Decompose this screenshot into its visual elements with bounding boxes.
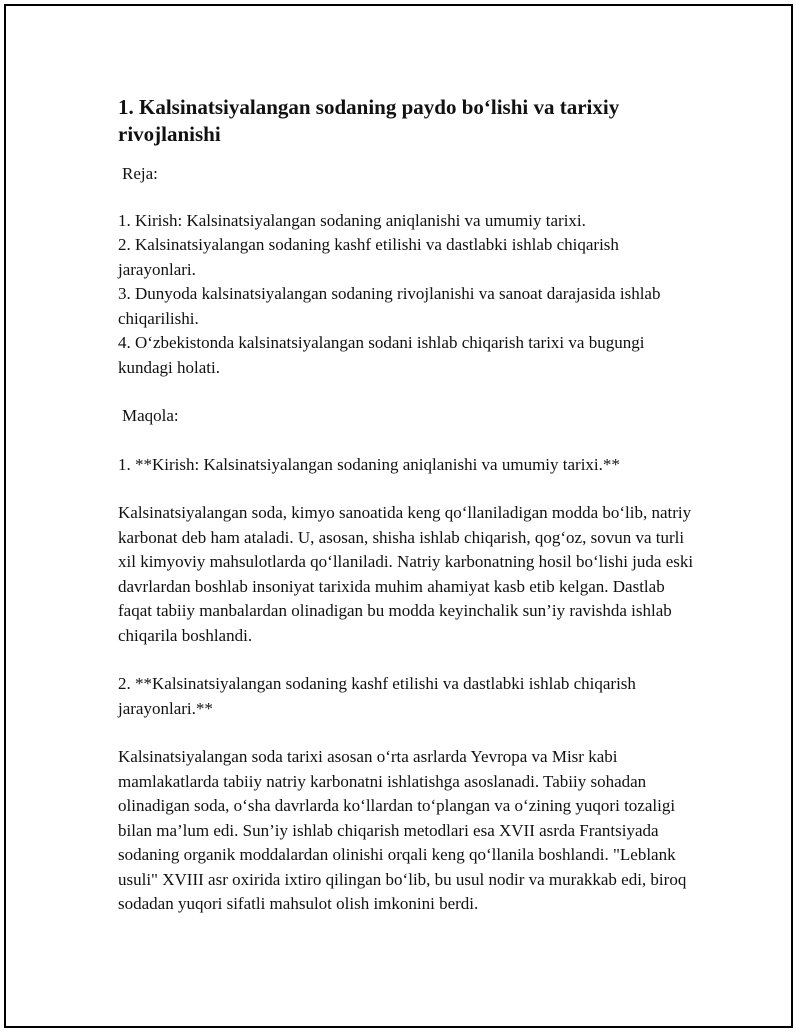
document-body [118, 94, 698, 917]
section-1-paragraph: Kalsinatsiyalangan soda, kimyo sanoatida keng qo‘llaniladigan modda bo‘lib, natriy karbonat deb ham ataladi. U, asosan, shisha ishlab chiqarish, qog‘oz, sovun va turli xil kimyoviy mahsulotlarda qo‘llaniladi. Natriy karbonatning hosil bo‘lishi juda eski davrlardan boshlab insoniyat tarixida muhim ahamiyat kasb etib kelgan. Dastlab faqat tabiiy manbalardan olinadigan bu modda keyinchalik sun’iy ravishda ishlab chiqarila boshlandi. [118, 503, 694, 645]
section-1-heading: 1. **Kirish: Kalsinatsiyalangan sodaning aniqlanishi va umumiy tarixi.** [118, 454, 620, 474]
plan-item: 2. Kalsinatsiyalangan sodaning kashf etilishi va dastlabki ishlab chiqarish jarayonlari. [118, 235, 619, 279]
section-2-paragraph: Kalsinatsiyalangan soda tarixi asosan o‘rta asrlarda Yevropa va Misr kabi mamlakatlarda tabiiy natriy karbonatni ishlatishga asoslanadi. Tabiiy sohadan olinadigan soda, o‘sha davrlarda ko‘llardan to‘plangan va o‘zining yuqori tozaligi bilan ma’lum edi. Sun’iy ishlab chiqarish metodlari esa XVII asrda Frantsiyada sodaning organik moddalardan olinishi orqali keng qo‘llanila boshlandi. "Leblank usuli" XVIII asr oxirida ixtiro qilingan bo‘lib, bu usul nodir va murakkab edi, biroq sodadan yuqori sifatli mahsulot olish imkonini berdi. [118, 747, 687, 913]
plan-label: Reja: [122, 164, 158, 183]
plan-list [118, 209, 698, 381]
plan-item: 1. Kirish: Kalsinatsiyalangan sodaning aniqlanishi va umumiy tarixi. [118, 210, 586, 230]
section-2-heading: 2. **Kalsinatsiyalangan sodaning kashf etilishi va dastlabki ishlab chiqarish jarayonlari.** [118, 674, 636, 718]
document-title: 1. Kalsinatsiyalangan sodaning paydo bo‘lishi va tarixiy rivojlanishi [118, 95, 620, 146]
article-label: Maqola: [122, 406, 179, 425]
plan-item: 4. O‘zbekistonda kalsinatsiyalangan sodani ishlab chiqarish tarixi va bugungi kundagi holati. [118, 333, 645, 377]
plan-item: 3. Dunyoda kalsinatsiyalangan sodaning rivojlanishi va sanoat darajasida ishlab chiqarilishi. [118, 284, 661, 328]
